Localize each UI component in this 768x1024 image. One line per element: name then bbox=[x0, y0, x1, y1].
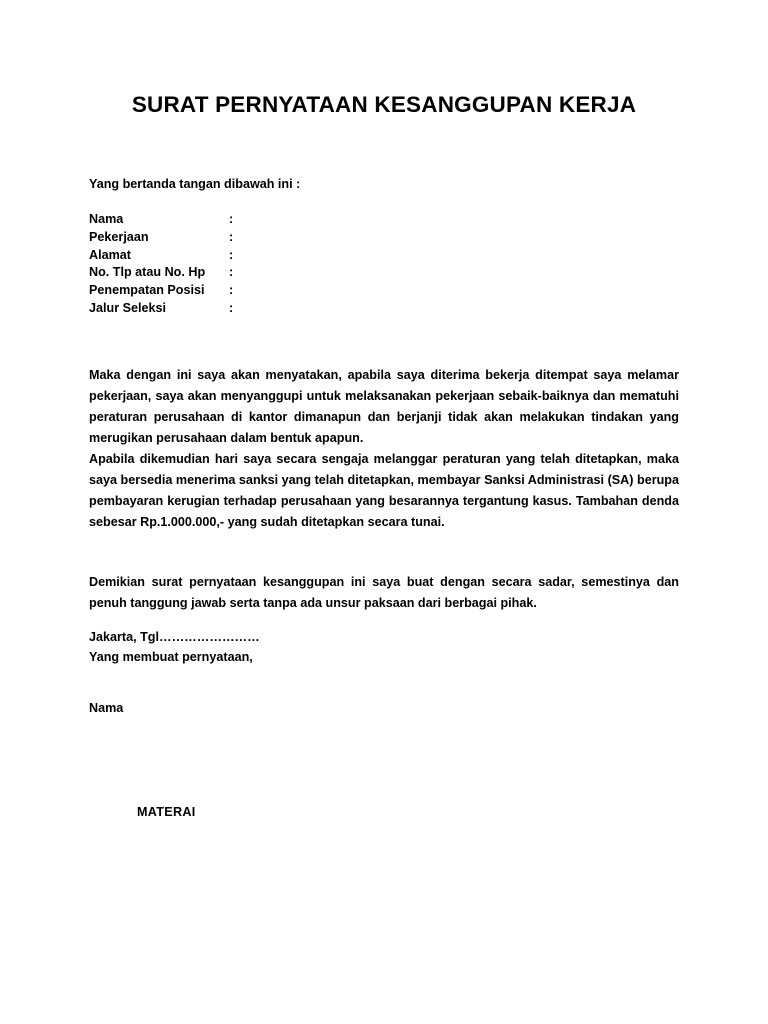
identity-fields-table bbox=[89, 211, 247, 318]
field-separator: : bbox=[229, 283, 234, 298]
table-row bbox=[89, 247, 247, 265]
table-row bbox=[89, 229, 247, 247]
field-separator: : bbox=[229, 300, 234, 315]
stamp-duty-label: MATERAI bbox=[137, 805, 196, 819]
field-separator: : bbox=[229, 229, 234, 244]
page-title: SURAT PERNYATAAN KESANGGUPAN KERJA bbox=[131, 92, 637, 117]
field-separator: : bbox=[229, 247, 234, 262]
field-label-penempatan-posisi: Penempatan Posisi bbox=[89, 283, 205, 298]
table-row bbox=[89, 264, 247, 282]
field-separator: : bbox=[229, 265, 234, 280]
body-paragraph-2: Apabila dikemudian hari saya secara sengaja melanggar peraturan yang telah ditetapkan, maka saya bersedia menerima sanksi yang telah ditetapkan, membayar Sanksi Administrasi (SA) berupa pembayaran kerugian terhadap perusahaan yang besarannya tergantung kasus. Tambahan denda sebesar Rp.1.000.000,- yang sudah ditetapkan secara tunai. bbox=[89, 451, 679, 529]
field-label-pekerjaan: Pekerjaan bbox=[89, 229, 149, 244]
table-row bbox=[89, 282, 247, 300]
table-row bbox=[89, 211, 247, 229]
signer-name: Nama bbox=[89, 701, 124, 715]
field-label-alamat: Alamat bbox=[89, 247, 131, 262]
field-label-jalur-seleksi: Jalur Seleksi bbox=[89, 300, 167, 315]
field-label-nama: Nama bbox=[89, 212, 124, 226]
field-separator: : bbox=[229, 212, 234, 226]
body-paragraph-3: Demikian surat pernyataan kesanggupan ini saya buat dengan secara sadar, semestinya dan penuh tanggung jawab serta tanpa ada unsur paksaan dari berbagai pihak. bbox=[89, 574, 679, 610]
intro-line: Yang bertanda tangan dibawah ini : bbox=[89, 177, 301, 191]
closing-block bbox=[89, 628, 260, 667]
table-row bbox=[89, 300, 247, 318]
field-label-telepon: No. Tlp atau No. Hp bbox=[89, 265, 206, 280]
body-paragraph-1: Maka dengan ini saya akan menyatakan, apabila saya diterima bekerja ditempat saya melamar pekerjaan, saya akan menyanggupi untuk melaksanakan pekerjaan sebaik-baiknya dan mematuhi peraturan perusahaan di kantor dimanapun dan berjanji tidak akan melakukan tindakan yang merugikan perusahaan dalam bentuk apapun. bbox=[89, 367, 679, 445]
signature-intro-line: Yang membuat pernyataan, bbox=[89, 649, 253, 664]
place-date-line: Jakarta, Tgl…………………… bbox=[89, 630, 260, 644]
